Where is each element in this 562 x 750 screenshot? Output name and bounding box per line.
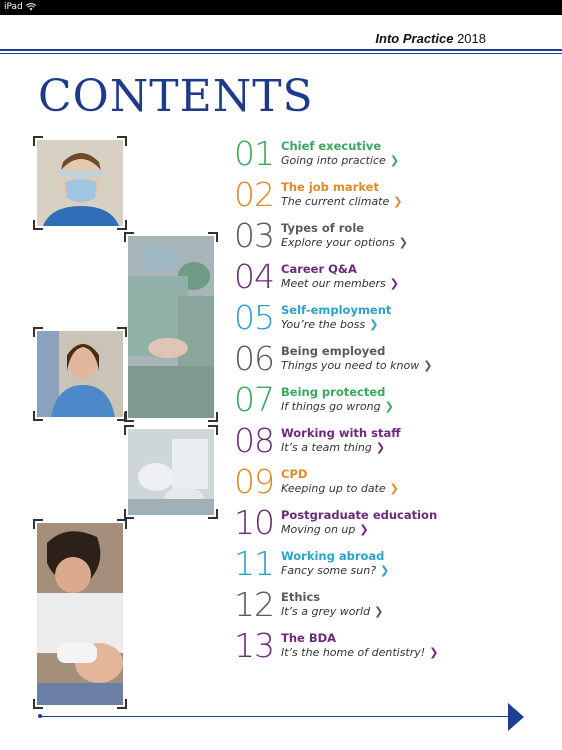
item-title: Types of role bbox=[281, 221, 365, 235]
item-number: 08 bbox=[234, 421, 274, 460]
photo-dentist-child bbox=[37, 523, 123, 705]
item-subtitle: Meet our members ❯ bbox=[281, 277, 399, 290]
contents-item[interactable] bbox=[232, 505, 552, 545]
photo-smiling-nurse bbox=[37, 331, 123, 417]
wifi-icon bbox=[26, 3, 36, 11]
contents-item[interactable] bbox=[232, 341, 552, 381]
item-title: Career Q&A bbox=[281, 262, 357, 276]
item-title: Being employed bbox=[281, 344, 386, 358]
item-number: 05 bbox=[234, 298, 274, 337]
item-subtitle: Going into practice ❯ bbox=[281, 154, 400, 167]
next-page-arrow-icon[interactable] bbox=[508, 703, 524, 731]
item-subtitle: If things go wrong ❯ bbox=[281, 400, 394, 413]
item-subtitle: It’s a team thing ❯ bbox=[281, 441, 386, 454]
publication-title bbox=[375, 31, 486, 46]
header-rule-thin bbox=[0, 53, 562, 54]
publication-year: 2018 bbox=[457, 31, 486, 46]
chevron-right-icon: ❯ bbox=[389, 482, 399, 495]
item-title: The BDA bbox=[281, 631, 337, 645]
status-bar bbox=[0, 0, 562, 15]
item-subtitle: Fancy some sun? ❯ bbox=[281, 564, 390, 577]
item-title: Working abroad bbox=[281, 549, 385, 563]
item-title: Chief executive bbox=[281, 139, 382, 153]
contents-item[interactable] bbox=[232, 177, 552, 217]
contents-item[interactable] bbox=[232, 300, 552, 340]
item-number: 10 bbox=[234, 503, 274, 542]
page-title: CONTENTS bbox=[38, 71, 314, 122]
item-subtitle: Explore your options ❯ bbox=[281, 236, 408, 249]
chevron-right-icon: ❯ bbox=[359, 523, 369, 536]
item-subtitle: It’s a grey world ❯ bbox=[281, 605, 384, 618]
photo-surgery bbox=[128, 236, 214, 418]
item-number: 06 bbox=[234, 339, 274, 378]
item-title: Self-employment bbox=[281, 303, 392, 317]
chevron-right-icon: ❯ bbox=[374, 605, 384, 618]
item-number: 07 bbox=[234, 380, 274, 419]
contents-item[interactable] bbox=[232, 587, 552, 627]
item-subtitle: Keeping up to date ❯ bbox=[281, 482, 399, 495]
item-number: 04 bbox=[234, 257, 274, 296]
item-number: 09 bbox=[234, 462, 274, 501]
device-label: iPad bbox=[4, 2, 23, 12]
item-title: CPD bbox=[281, 467, 308, 481]
chevron-right-icon: ❯ bbox=[429, 646, 439, 659]
item-number: 03 bbox=[234, 216, 274, 255]
chevron-right-icon: ❯ bbox=[393, 195, 403, 208]
contents-item[interactable] bbox=[232, 628, 552, 668]
contents-item[interactable] bbox=[232, 464, 552, 504]
contents-item[interactable] bbox=[232, 136, 552, 176]
item-subtitle: Things you need to know ❯ bbox=[281, 359, 433, 372]
chevron-right-icon: ❯ bbox=[384, 400, 394, 413]
item-title: The job market bbox=[281, 180, 379, 194]
item-number: 13 bbox=[234, 626, 274, 665]
item-number: 12 bbox=[234, 585, 274, 624]
chevron-right-icon: ❯ bbox=[369, 318, 379, 331]
chevron-right-icon: ❯ bbox=[389, 277, 399, 290]
photo-lab-gloves bbox=[128, 429, 214, 515]
item-subtitle: You’re the boss ❯ bbox=[281, 318, 379, 331]
chevron-right-icon: ❯ bbox=[423, 359, 433, 372]
item-subtitle: The current climate ❯ bbox=[281, 195, 403, 208]
publication-name: Into Practice bbox=[375, 31, 454, 46]
photo-nurse-mask bbox=[37, 140, 123, 226]
item-number: 01 bbox=[234, 134, 274, 173]
contents-item[interactable] bbox=[232, 382, 552, 422]
item-title: Being protected bbox=[281, 385, 386, 399]
contents-item[interactable] bbox=[232, 218, 552, 258]
progress-line bbox=[39, 716, 511, 717]
contents-item[interactable] bbox=[232, 423, 552, 463]
item-title: Working with staff bbox=[281, 426, 401, 440]
chevron-right-icon: ❯ bbox=[389, 154, 400, 167]
item-subtitle: Moving on up ❯ bbox=[281, 523, 369, 536]
item-number: 02 bbox=[234, 175, 274, 214]
contents-item[interactable] bbox=[232, 546, 552, 586]
chevron-right-icon: ❯ bbox=[375, 441, 386, 454]
chevron-right-icon: ❯ bbox=[398, 236, 408, 249]
item-number: 11 bbox=[234, 544, 274, 583]
contents-item[interactable] bbox=[232, 259, 552, 299]
item-title: Postgraduate education bbox=[281, 508, 438, 522]
chevron-right-icon: ❯ bbox=[380, 564, 390, 577]
header-rule-thick bbox=[0, 49, 562, 51]
item-subtitle: It’s the home of dentistry! ❯ bbox=[281, 646, 439, 659]
item-title: Ethics bbox=[281, 590, 321, 604]
